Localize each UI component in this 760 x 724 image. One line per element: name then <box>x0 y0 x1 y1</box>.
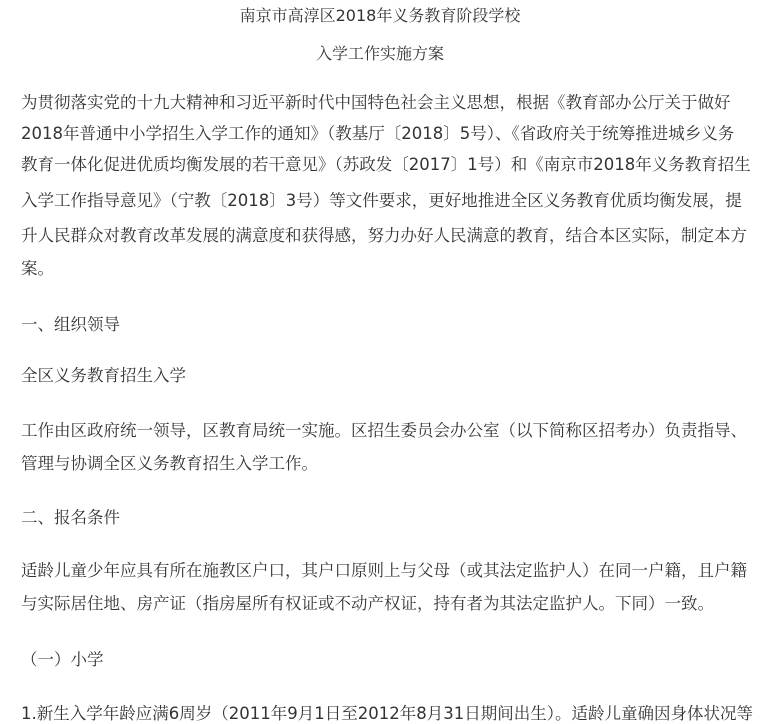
document-title-line1: 南京市高淳区2018年义务教育阶段学校 <box>239 6 521 25</box>
intro-line-4: 入学工作指导意见》（宁教〔2018〕3号）等文件要求，更好地推进全区义务教育优质均衡发展，提 <box>21 191 742 210</box>
intro-line-6: 案。 <box>21 259 54 278</box>
primary-item-1-partial: 1.新生入学年龄应满6周岁（2011年9月1日至2012年8月31日期间出生）。适龄儿童确因身体状况等 <box>21 704 753 723</box>
intro-line-3: 教育一体化促进优质均衡发展的若干意见》（苏政发〔2017〕1号）和《南京市2018年义务教育招生 <box>21 155 751 174</box>
intro-line-5: 升人民群众对教育改革发展的满意度和获得感，努力办好人民满意的教育，结合本区实际，制定本方 <box>21 226 747 245</box>
section2-body-line-2: 与实际居住地、房产证（指房屋所有权证或不动产权证，持有者为其法定监护人。下同）一致。 <box>21 594 714 613</box>
subsection-heading-primary: （一）小学 <box>21 650 104 669</box>
section-subheading-enrollment: 全区义务教育招生入学 <box>21 366 186 385</box>
intro-line-2: 2018年普通中小学招生入学工作的通知》（教基厅〔2018〕5号）、《省政府关于统筹推进城乡义务 <box>21 124 735 143</box>
section1-body-line-2: 管理与协调全区义务教育招生入学工作。 <box>21 454 318 473</box>
section1-body-line-1: 工作由区政府统一领导，区教育局统一实施。区招生委员会办公室（以下简称区招考办）负责指导、 <box>21 421 747 440</box>
section2-body-line-1: 适龄儿童少年应具有所在施教区户口，其户口原则上与父母（或其法定监护人）在同一户籍，且户籍 <box>21 561 747 580</box>
section-heading-organization: 一、组织领导 <box>21 315 120 334</box>
document-title-line2: 入学工作实施方案 <box>315 44 444 63</box>
intro-line-1: 为贯彻落实党的十九大精神和习近平新时代中国特色社会主义思想，根据《教育部办公厅关于做好 <box>21 93 731 112</box>
section-heading-registration: 二、报名条件 <box>21 508 120 527</box>
